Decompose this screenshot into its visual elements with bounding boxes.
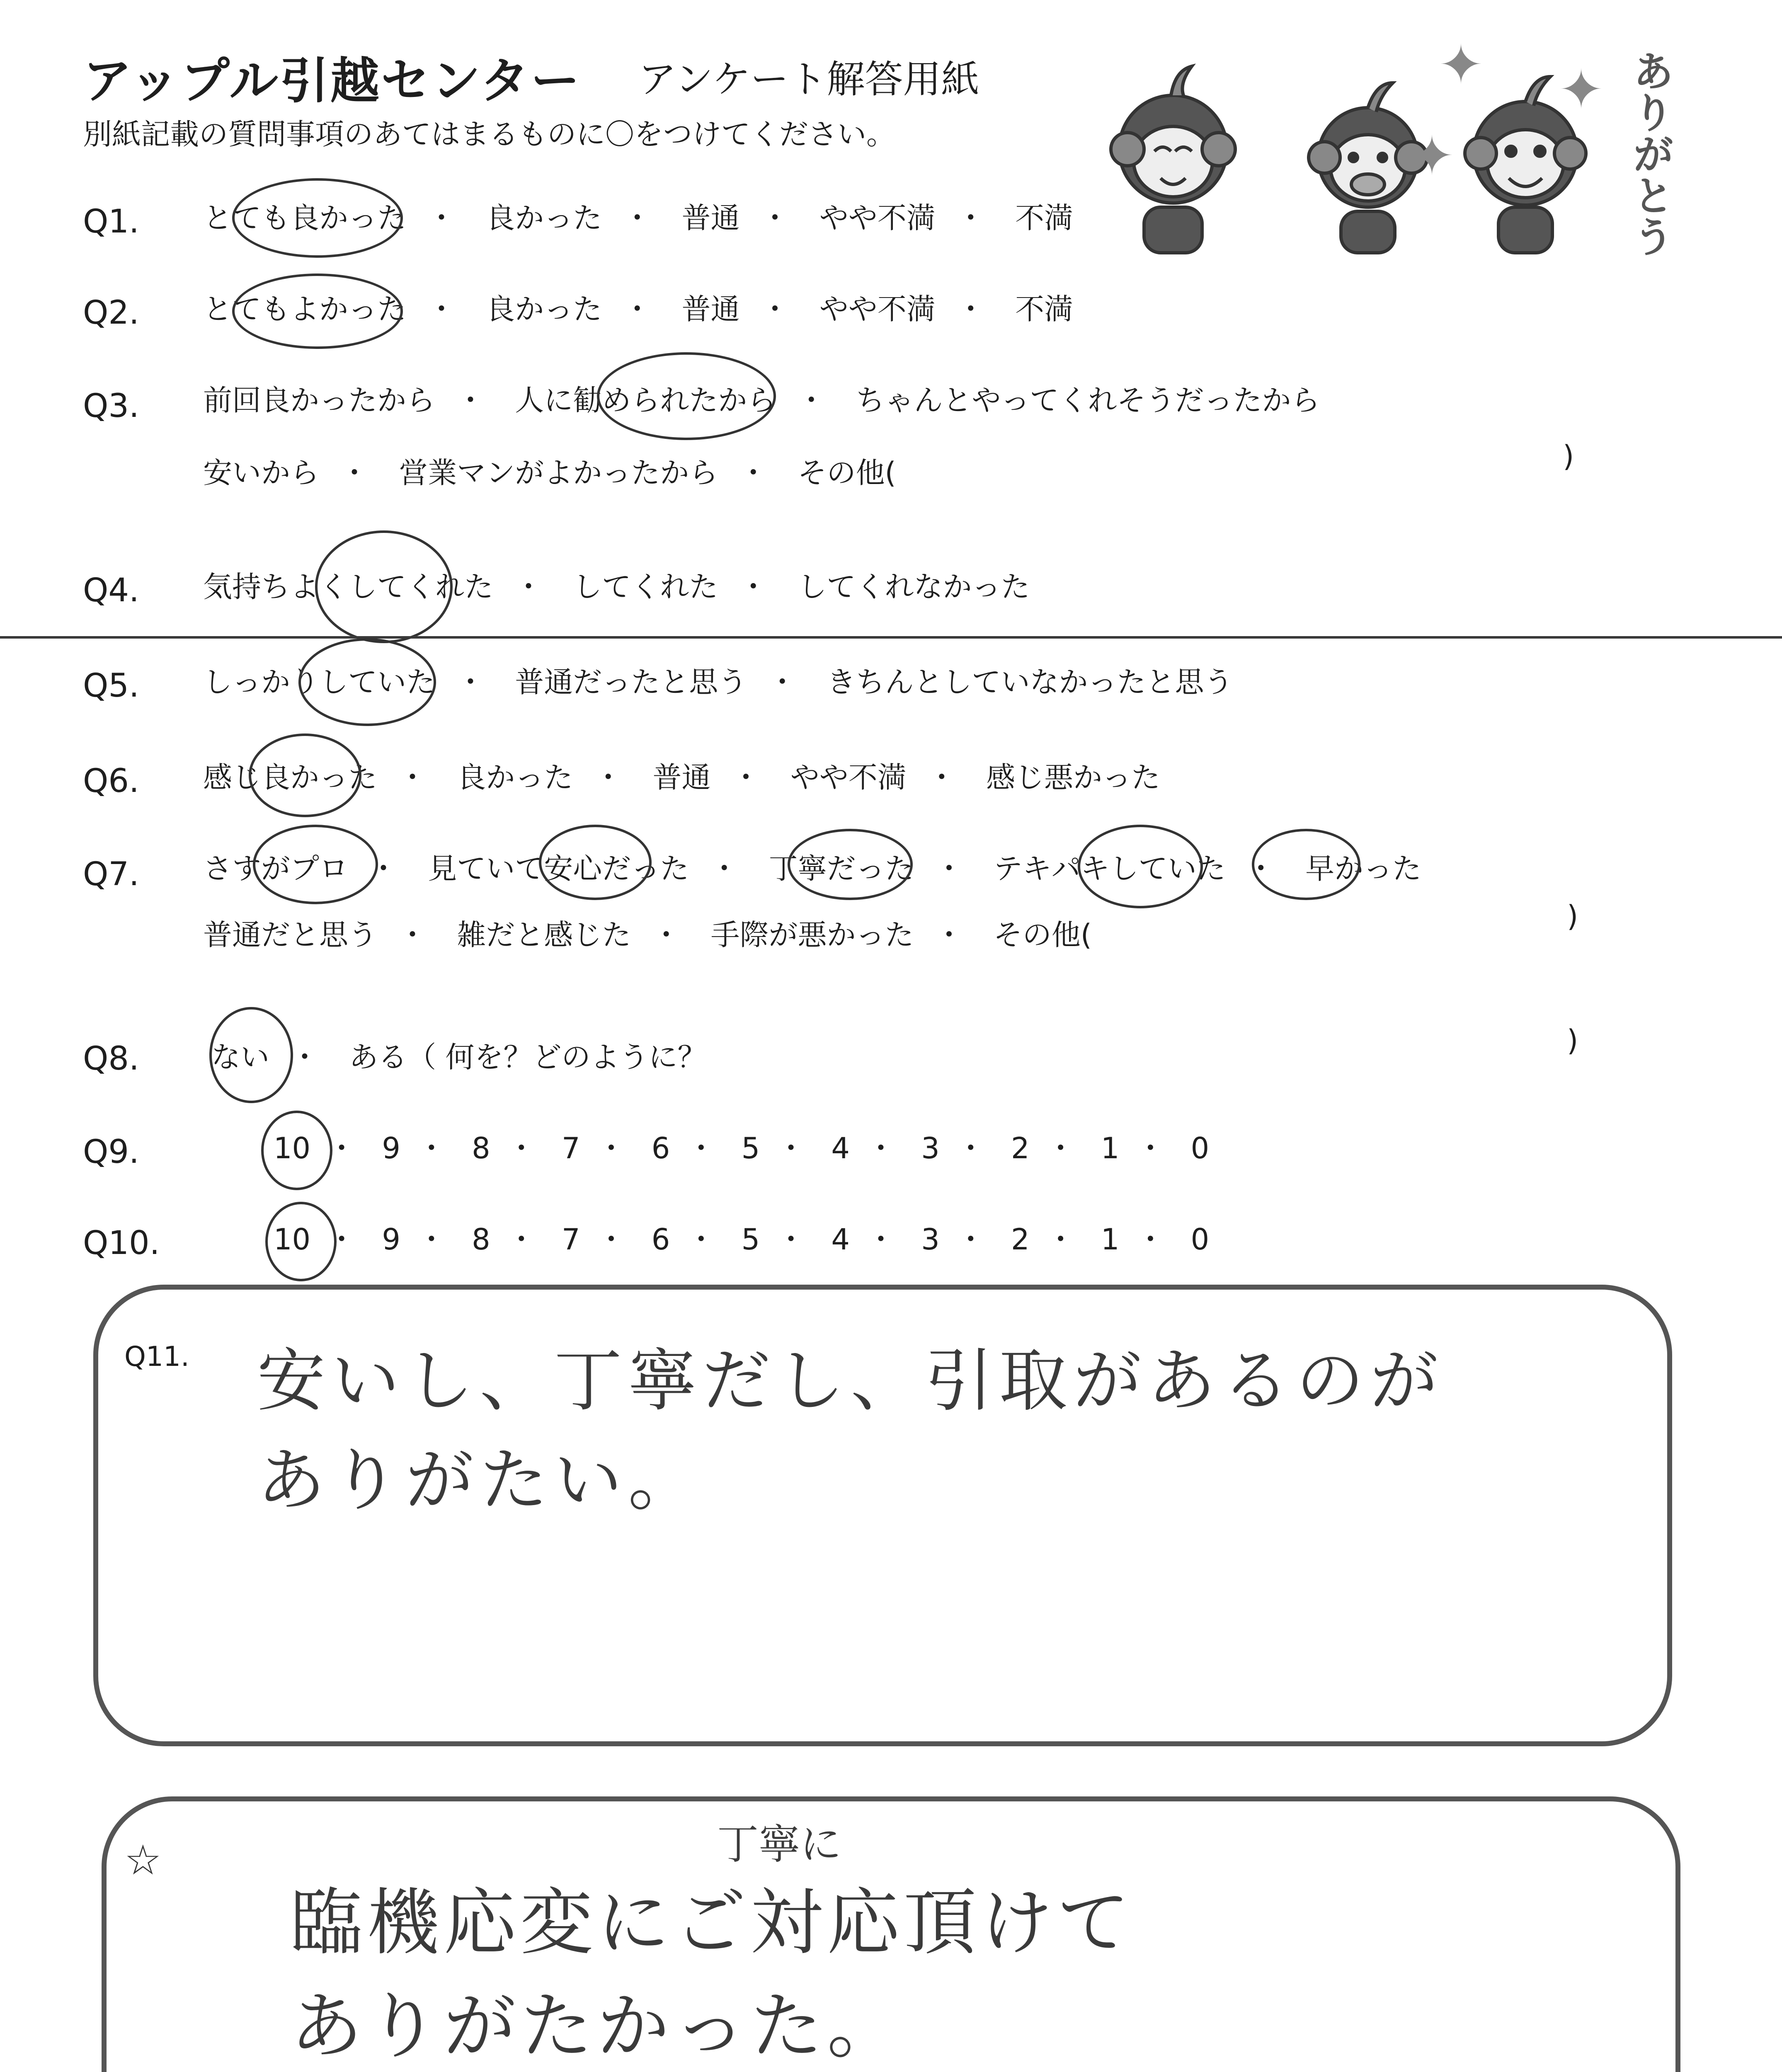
question-options: 前回良かったから ・ 人に勧められたから ・ ちゃんとやってくれそうだったから	[203, 377, 1320, 419]
option[interactable]: 不満	[1015, 292, 1074, 326]
question-options: ない ・ ある（ 何を？どのように？	[211, 1034, 707, 1076]
option[interactable]: 普通	[681, 292, 740, 326]
option[interactable]: ある（ 何を？どのように？	[349, 1040, 707, 1074]
option[interactable]: 安いから	[203, 456, 319, 490]
score-option[interactable]: 2	[1011, 1222, 1030, 1256]
question-label: Q4.	[83, 572, 139, 609]
option[interactable]: ない	[211, 1040, 269, 1074]
option[interactable]: 良かった	[457, 760, 573, 794]
option[interactable]: その他(	[993, 918, 1092, 952]
selection-circle	[253, 825, 378, 904]
selection-circle	[539, 825, 652, 900]
score-option[interactable]: 8	[472, 1131, 490, 1165]
selection-circle	[232, 274, 403, 349]
option[interactable]: 営業マンがよかったから	[399, 456, 718, 490]
question-options: 感じ良かった ・ 良かった ・ 普通 ・ やや不満 ・ 感じ悪かった	[203, 754, 1160, 796]
score-option[interactable]: 9	[382, 1222, 400, 1256]
option[interactable]: 雑だと感じた	[457, 918, 631, 952]
sparkle-icon: ✦	[1409, 124, 1455, 187]
option[interactable]: やや不満	[819, 292, 936, 326]
question-options: とても良かった ・ 良かった ・ 普通 ・ やや不満 ・ 不満	[203, 195, 1073, 237]
score-option[interactable]: 7	[561, 1222, 580, 1256]
option[interactable]: 前回良かったから	[203, 383, 435, 417]
score-option[interactable]: 0	[1190, 1131, 1210, 1165]
close-paren: )	[1567, 899, 1578, 933]
option[interactable]: 不満	[1015, 201, 1074, 235]
score-option[interactable]: 6	[651, 1222, 670, 1256]
selection-circle	[298, 638, 436, 726]
option[interactable]: 感じ良かった	[203, 760, 377, 794]
close-paren: )	[1563, 439, 1574, 473]
q11-handwritten-line: ありがたい。	[257, 1440, 702, 1520]
question-label: Q3.	[83, 387, 139, 425]
option[interactable]: 早かった	[1305, 852, 1422, 886]
close-paren: )	[1567, 1024, 1578, 1058]
question-label: Q5.	[83, 667, 139, 704]
sparkle-icon: ✦	[1559, 58, 1604, 121]
score-option[interactable]: 9	[382, 1131, 400, 1165]
selection-circle	[249, 733, 361, 817]
option[interactable]: とてもよかった	[203, 292, 406, 326]
selection-circle	[1252, 829, 1360, 900]
option[interactable]: 感じ悪かった	[986, 760, 1161, 794]
selection-circle	[597, 352, 776, 440]
question-label: Q6.	[83, 762, 139, 800]
form-subtitle: アンケート解答用紙	[638, 57, 979, 102]
option[interactable]: テキパキしていた	[993, 852, 1226, 886]
option[interactable]: やや不満	[819, 201, 936, 235]
score-option[interactable]: 5	[741, 1222, 760, 1256]
question-options: 安いから ・ 営業マンがよかったから ・ その他(	[203, 450, 896, 491]
score-option[interactable]: 3	[921, 1131, 940, 1165]
option[interactable]: さすがプロ	[203, 852, 348, 886]
horizontal-rule	[0, 636, 1782, 639]
score-option[interactable]: 8	[472, 1222, 490, 1256]
sparkle-icon: ✦	[1438, 33, 1484, 96]
option[interactable]: 普通だと思う	[203, 918, 377, 952]
option[interactable]: 気持ちよくしてくれた	[203, 570, 493, 604]
option[interactable]: 手際が悪かった	[710, 918, 914, 952]
option[interactable]: 見ていて安心だった	[428, 852, 689, 886]
score-option[interactable]: 3	[921, 1222, 940, 1256]
selection-circle	[265, 1202, 337, 1281]
score-option[interactable]: 1	[1101, 1131, 1120, 1165]
question-label: Q8.	[83, 1040, 139, 1077]
score-option[interactable]: 6	[651, 1131, 670, 1165]
star-handwritten-line: 臨機応変にご対応頂けて	[290, 1881, 1134, 1965]
question-label: Q2.	[83, 294, 139, 332]
selection-circle	[209, 1007, 293, 1103]
score-options: 10 ・ 9 ・ 8 ・ 7 ・ 6 ・ 5 ・ 4 ・ 3 ・ 2 ・ 1 ・ 0	[274, 1131, 1210, 1165]
selection-circle	[261, 1111, 332, 1190]
score-option[interactable]: 0	[1190, 1222, 1210, 1256]
option[interactable]: ちゃんとやってくれそうだったから	[856, 383, 1320, 417]
mascot-thanks-text: ありがとう	[1626, 50, 1674, 257]
score-option[interactable]: 7	[561, 1131, 580, 1165]
question-label: Q10.	[83, 1225, 160, 1262]
question-options: さすがプロ ・ 見ていて安心だった ・ 丁寧だった ・ テキパキしていた ・ 早かった	[203, 845, 1421, 887]
score-option[interactable]: 5	[741, 1131, 760, 1165]
instruction-text: 別紙記載の質問事項のあてはまるものに〇をつけてください。	[83, 117, 895, 151]
option[interactable]: してくれなかった	[798, 570, 1030, 604]
selection-circle	[1078, 825, 1203, 908]
question-options: とてもよかった ・ 良かった ・ 普通 ・ やや不満 ・ 不満	[203, 286, 1073, 328]
option[interactable]: やや不満	[790, 760, 907, 794]
question-options: 気持ちよくしてくれた ・ してくれた ・ してくれなかった	[203, 564, 1030, 605]
score-option[interactable]: 4	[831, 1222, 850, 1256]
question-label: Q9.	[83, 1133, 139, 1171]
q11-handwritten-line: 安いし、丁寧だし、引取があるのが	[257, 1341, 1444, 1421]
option[interactable]: 普通だったと思う	[515, 665, 747, 699]
star-insert-text: 丁寧に	[717, 1820, 841, 1869]
option[interactable]: 普通	[681, 201, 740, 235]
selection-circle	[788, 829, 913, 900]
option[interactable]: 良かった	[486, 292, 602, 326]
score-option[interactable]: 10	[274, 1131, 311, 1165]
question-label: Q7.	[83, 856, 139, 893]
star-handwritten-line: ありがたかった。	[290, 1985, 904, 2069]
question-label: Q1.	[83, 203, 139, 240]
option[interactable]: しっかりしていた	[203, 665, 435, 699]
question-options: しっかりしていた ・ 普通だったと思う ・ きちんとしていなかったと思う	[203, 659, 1233, 701]
score-option[interactable]: 2	[1011, 1131, 1030, 1165]
score-options: 10 ・ 9 ・ 8 ・ 7 ・ 6 ・ 5 ・ 4 ・ 3 ・ 2 ・ 1 ・ 0	[274, 1222, 1210, 1256]
option[interactable]: 人に勧められたから	[515, 383, 776, 417]
option[interactable]: その他(	[798, 456, 896, 490]
option[interactable]: 良かった	[486, 201, 602, 235]
score-option[interactable]: 4	[831, 1131, 850, 1165]
selection-circle	[232, 178, 403, 258]
q11-label: Q11.	[124, 1341, 189, 1372]
selection-circle	[315, 530, 453, 643]
option[interactable]: してくれた	[573, 570, 718, 604]
score-option[interactable]: 10	[274, 1222, 311, 1256]
option[interactable]: きちんとしていなかったと思う	[827, 665, 1233, 699]
option[interactable]: 丁寧だった	[769, 852, 914, 886]
star-icon: ☆	[124, 1836, 162, 1884]
option[interactable]: とても良かった	[203, 201, 406, 235]
score-option[interactable]: 1	[1101, 1222, 1120, 1256]
option[interactable]: 普通	[652, 760, 711, 794]
form-title: アップル引越センター	[83, 52, 582, 109]
question-options: 普通だと思う ・ 雑だと感じた ・ 手際が悪かった ・ その他(	[203, 912, 1092, 954]
